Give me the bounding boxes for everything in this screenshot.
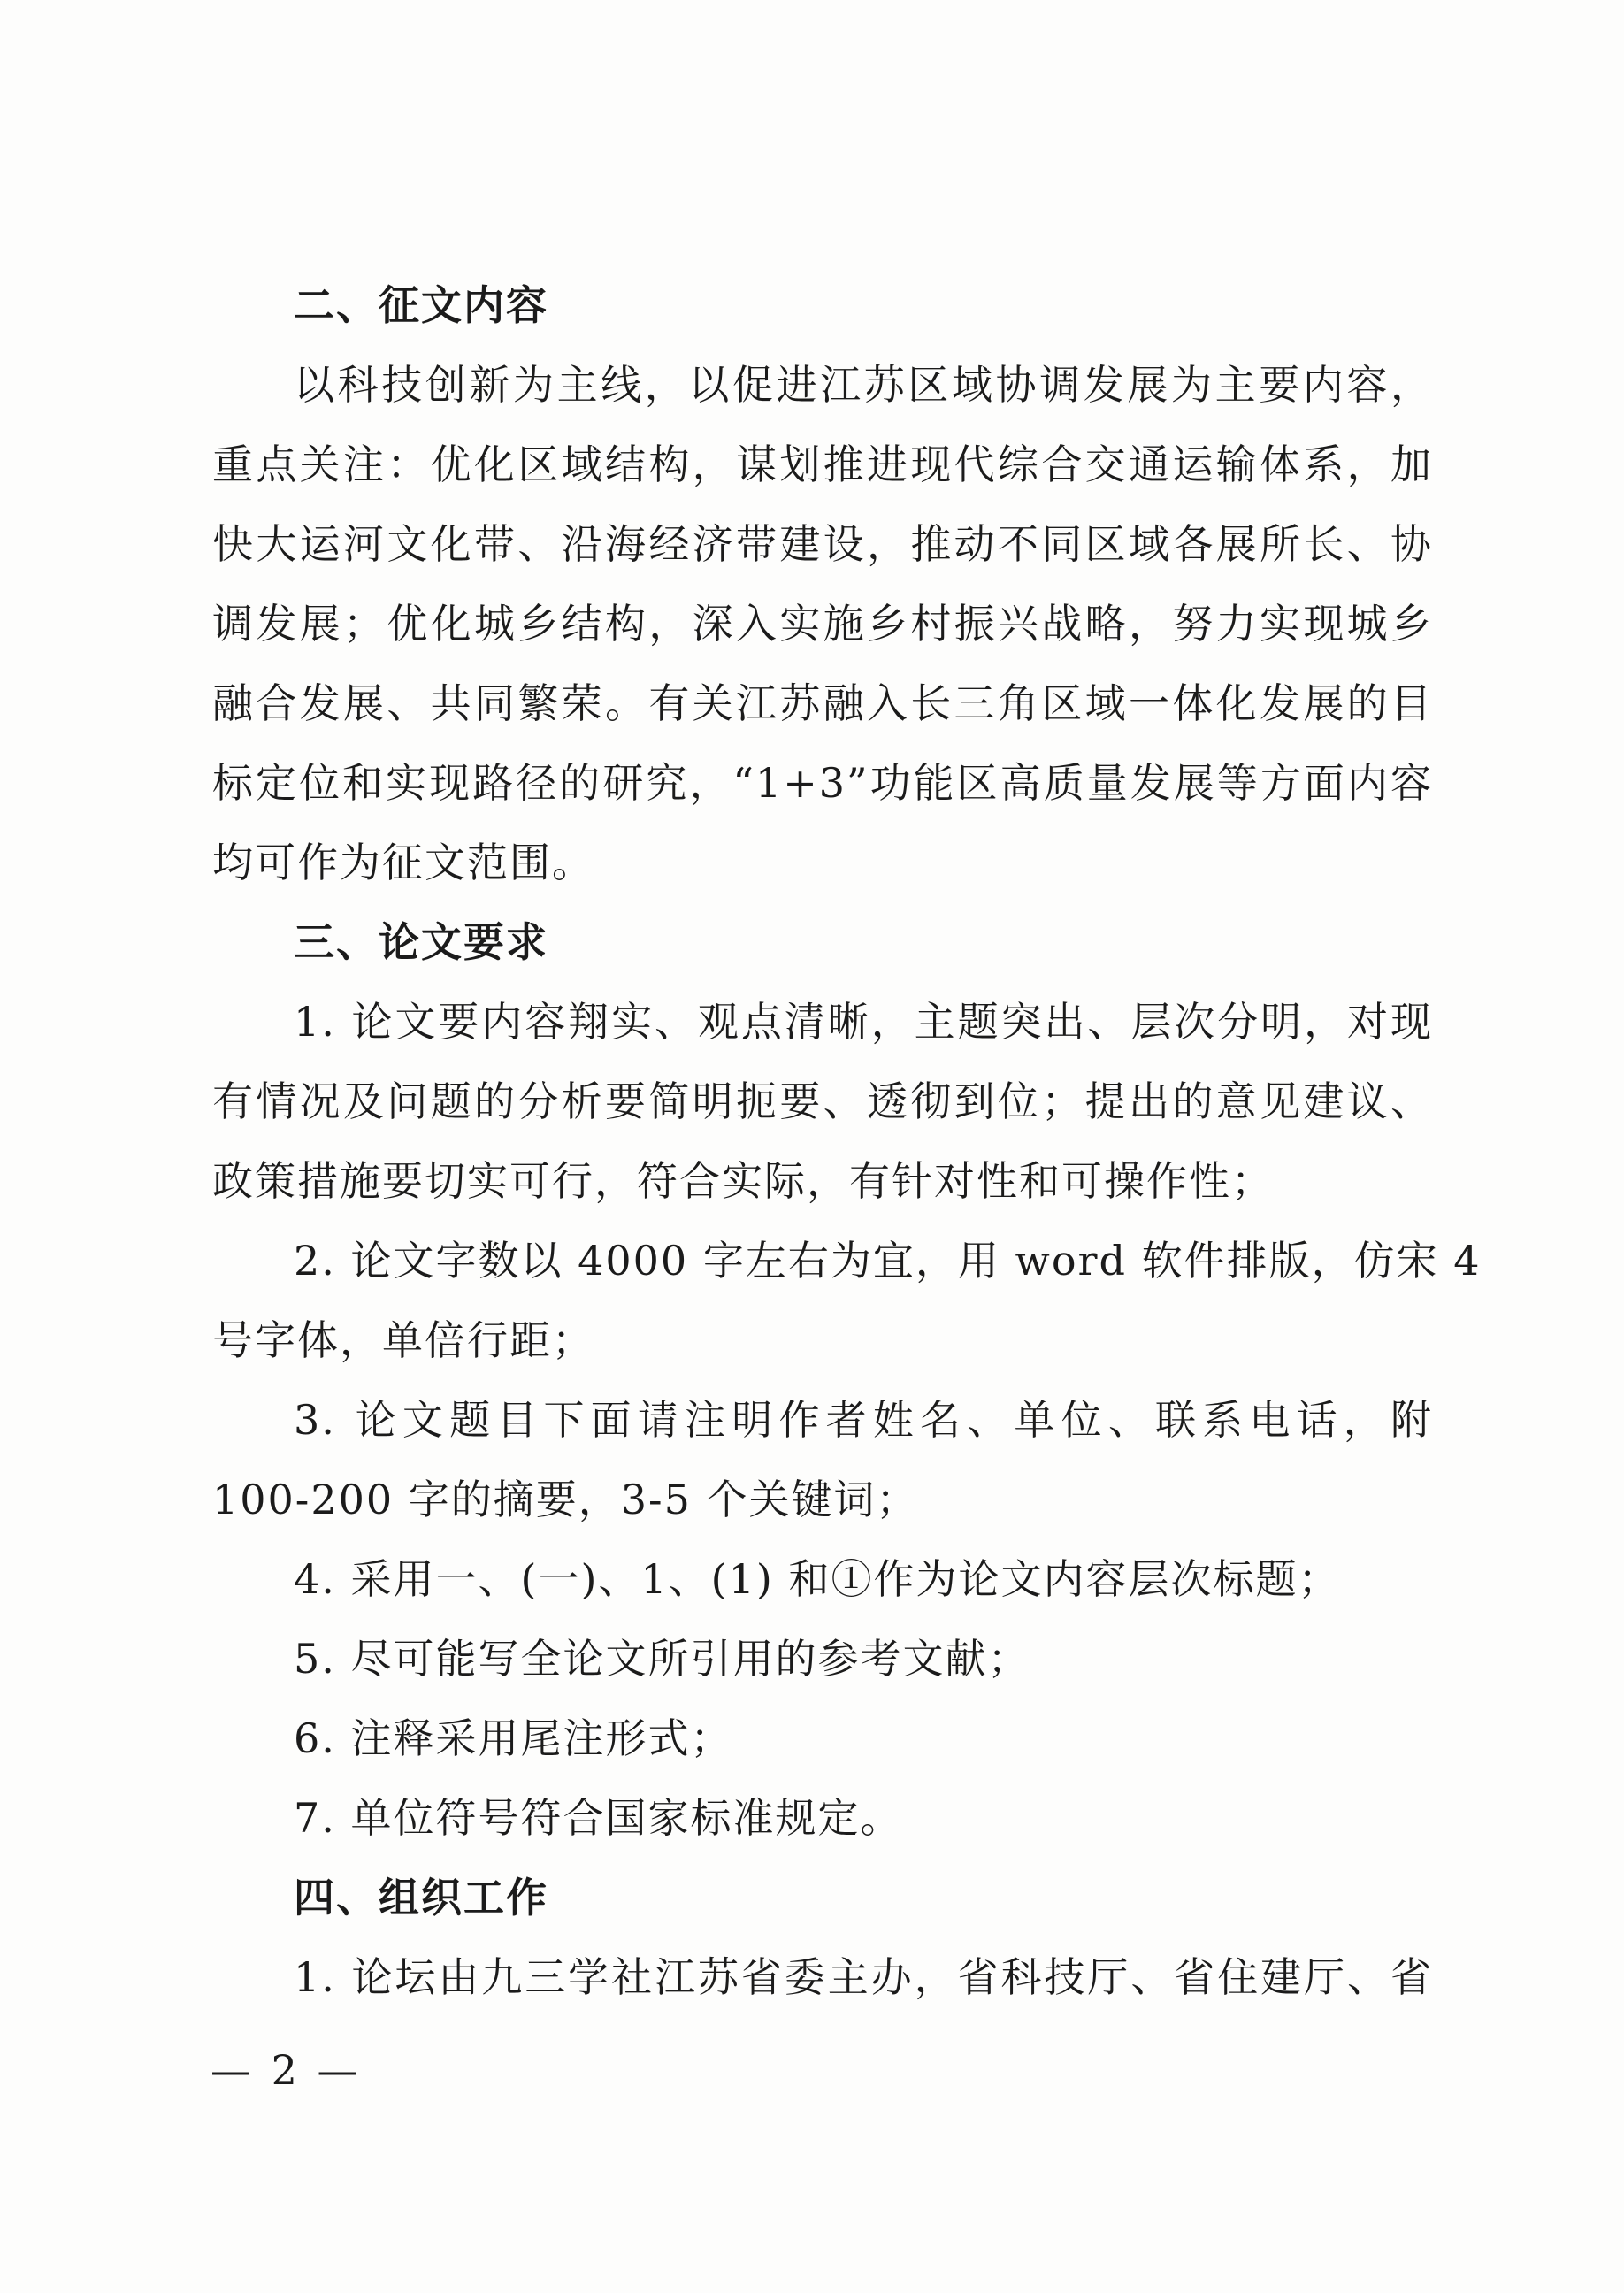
requirement-line: 100-200 字的摘要，3-5 个关键词； (212, 1476, 919, 1523)
requirement-line: 号字体，单倍行距； (212, 1316, 594, 1364)
paragraph-line: 融合发展、共同繁荣。有关江苏融入长三角区域一体化发展的目 (212, 679, 1433, 727)
requirement-line: 7. 单位符号符合国家标准规定。 (294, 1794, 903, 1842)
document-body (212, 265, 1482, 2017)
paragraph-line: 调发展；优化城乡结构，深入实施乡村振兴战略，努力实现城乡 (212, 600, 1433, 648)
requirement-line: 4. 采用一、(一)、1、(1) 和①作为论文内容层次标题； (294, 1555, 1341, 1603)
paragraph-line: 均可作为征文范围。 (212, 839, 594, 886)
requirement-line: 6. 注释采用尾注形式； (294, 1714, 733, 1762)
page-number: — 2 — (211, 2046, 362, 2094)
organization-line: 1. 论坛由九三学社江苏省委主办，省科技厅、省住建厅、省 (294, 1953, 1433, 2001)
requirement-line: 政策措施要切实可行，符合实际，有针对性和可操作性； (212, 1157, 1274, 1205)
paragraph-line: 快大运河文化带、沿海经济带建设，推动不同区域各展所长、协 (212, 520, 1433, 568)
requirement-line: 2. 论文字数以 4000 字左右为宜，用 word 软件排版，仿宋 4 (294, 1237, 1482, 1285)
paragraph-line: 重点关注：优化区域结构，谋划推进现代综合交通运输体系，加 (212, 441, 1433, 488)
paragraph-line: 以科技创新为主线，以促进江苏区域协调发展为主要内容， (294, 361, 1433, 409)
paragraph-line: 标定位和实现路径的研究，“1+3”功能区高质量发展等方面内容 (212, 759, 1433, 807)
section-heading-requirements: 三、论文要求 (294, 918, 548, 966)
section-heading-content: 二、征文内容 (294, 281, 548, 329)
requirement-line: 有情况及问题的分析要简明扼要、透彻到位；提出的意见建议、 (212, 1077, 1433, 1125)
section-heading-organization: 四、组织工作 (294, 1874, 548, 1921)
requirement-line: 1. 论文要内容翔实、观点清晰，主题突出、层次分明，对现 (294, 998, 1433, 1046)
requirement-line: 3. 论文题目下面请注明作者姓名、单位、联系电话，附 (294, 1396, 1433, 1444)
requirement-line: 5. 尽可能写全论文所引用的参考文献； (294, 1635, 1030, 1683)
